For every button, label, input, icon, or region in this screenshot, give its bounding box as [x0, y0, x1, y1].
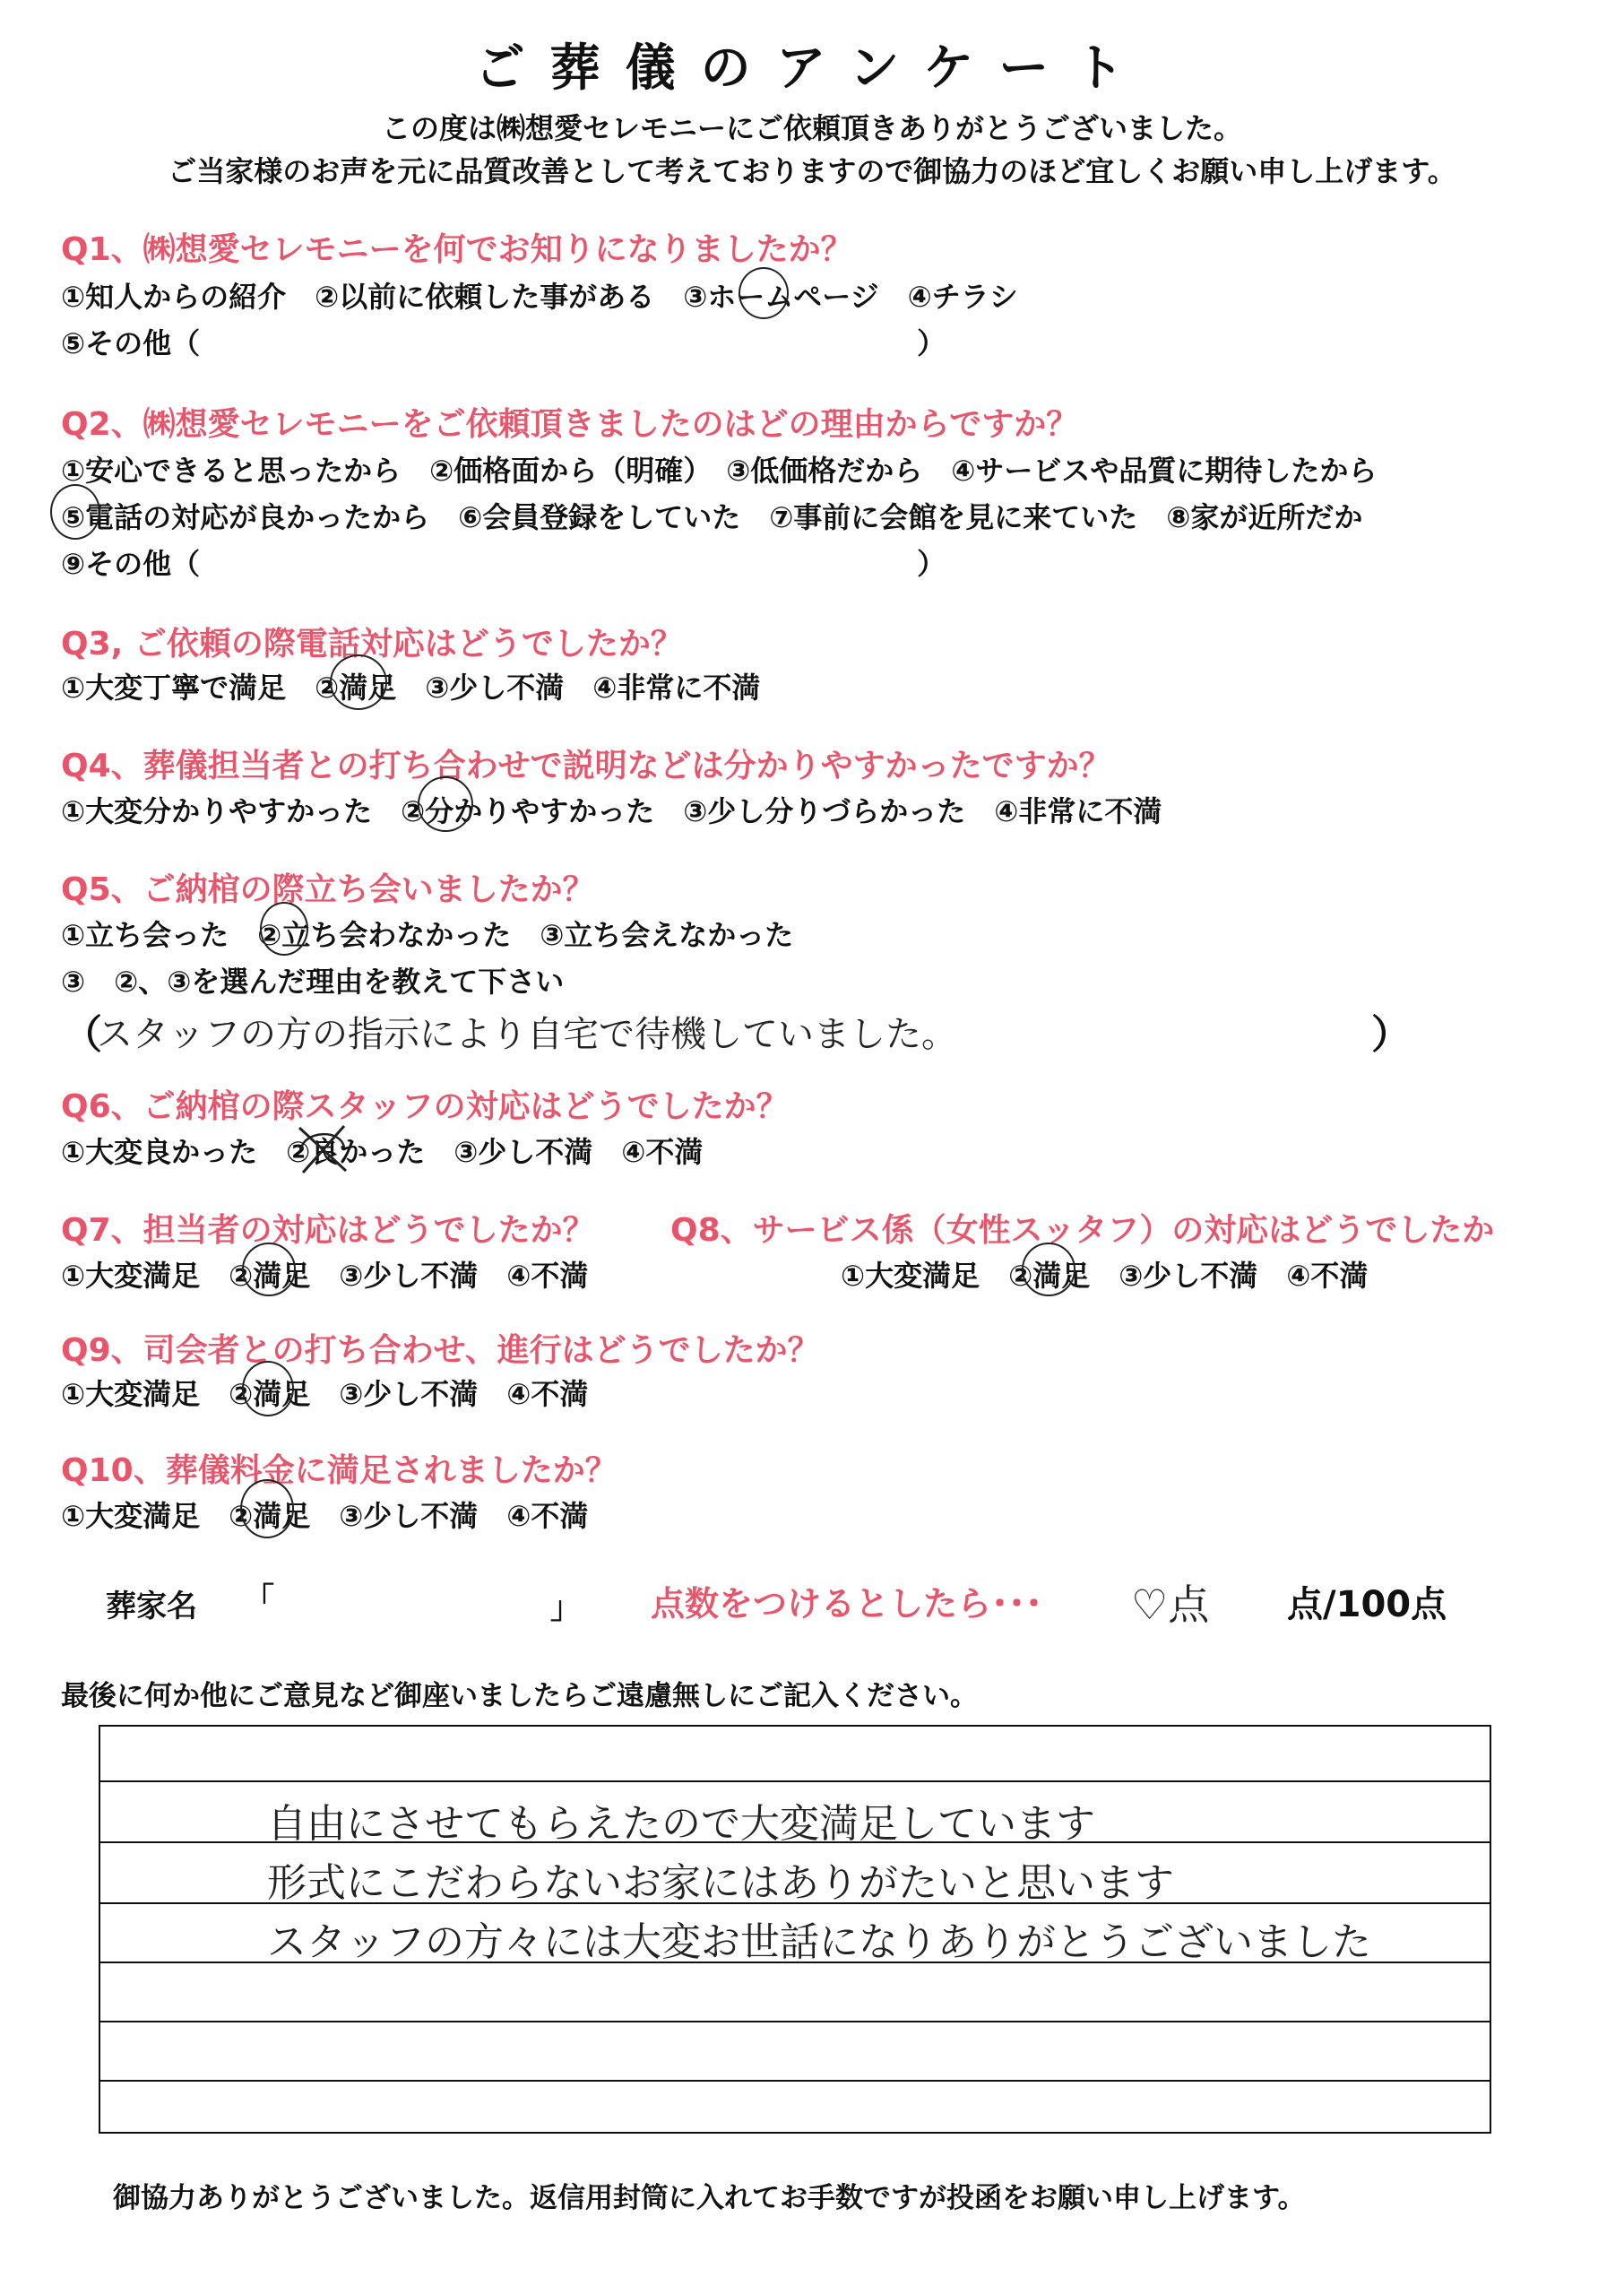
q1-question: Q1、㈱想愛セレモニーを何でお知りになりましたか？: [61, 231, 853, 268]
intro-line-2: ご当家様のお声を元に品質改善として考えておりますので御協力のほど宜しくお願い申し上げます。: [168, 154, 1456, 188]
survey-title: ご葬儀のアンケート: [474, 39, 1150, 98]
comment-line-3: スタッフの方々には大変お世話になりありがとうございました: [267, 1919, 1371, 1965]
q6-options-line-1: ①大変良かった ②良かった ③少し不満 ④不満: [61, 1135, 704, 1169]
q5-reason-prompt: ③ ②、③を選んだ理由を教えて下さい: [61, 965, 565, 999]
comment-rule-1: [100, 1780, 1490, 1782]
q9-answer-circle: [242, 1361, 294, 1416]
family-name-open-bracket: 「: [244, 1581, 274, 1617]
q10-answer-circle: [240, 1479, 294, 1538]
comment-rule-6: [100, 2080, 1490, 2082]
q7-question: Q7、担当者の対応はどうでしたか？: [61, 1212, 595, 1249]
q5-answer-circle: [260, 902, 308, 956]
q7-options-line-1: ①大変満足 ②満足 ③少し不満 ④不満: [61, 1259, 589, 1293]
q3-answer-circle: [330, 654, 387, 710]
intro-line-1: この度は㈱想愛セレモニーにご依頼頂きありがとうございました。: [381, 111, 1242, 145]
q10-options-line-1: ①大変満足 ②満足 ③少し不満 ④不満: [61, 1499, 589, 1533]
q5-options-line-1: ①立ち会った ②立ち会わなかった ③立ち会えなかった: [61, 918, 794, 952]
q3-question: Q3, ご依頼の際電話対応はどうでしたか？: [61, 626, 683, 663]
comment-prompt: 最後に何か他にご意見など御座いましたらご遠慮無しにご記入ください。: [61, 1680, 978, 1712]
q7-answer-circle: [242, 1243, 296, 1296]
q2-question: Q2、㈱想愛セレモニーをご依頼頂きましたのはどの理由からですか？: [61, 406, 1079, 443]
q1-answer-circle: [739, 267, 789, 319]
q8-answer-circle: [1022, 1243, 1075, 1296]
q8-options-line-1: ①大変満足 ②満足 ③少し不満 ④不満: [841, 1259, 1369, 1293]
family-name-label: 葬家名: [106, 1589, 197, 1624]
q2-answer-circle: [50, 484, 100, 540]
score-prompt: 点数をつけるとしたら･･･: [651, 1584, 1043, 1624]
q4-options-line-1: ①大変分かりやすかった ②分かりやすかった ③少し分りづらかった ④非常に不満: [61, 794, 1162, 828]
q9-question: Q9、司会者との打ち合わせ、進行はどうでしたか？: [61, 1332, 820, 1369]
q2-options-line-1: ①安心できると思ったから ②価格面から（明確） ③低価格だから ④サービスや品質に期待したから: [61, 454, 1378, 488]
comment-line-1: 自由にさせてもらえたので大変満足しています: [267, 1801, 1095, 1847]
q5-close-paren: ）: [1371, 1012, 1411, 1058]
comment-box: [99, 1725, 1491, 2134]
q5-handwritten-reason: スタッフの方の指示により自宅で待機していました。: [97, 1014, 957, 1055]
q4-answer-circle: [418, 776, 473, 832]
q1-options-line-2: ⑤その他（ ）: [61, 326, 946, 360]
family-name-close-bracket: 」: [550, 1590, 581, 1626]
q8-question: Q8、サービス係（女性スッタフ）の対応はどうでしたか: [670, 1212, 1495, 1249]
q10-question: Q10、葬儀料金に満足されましたか？: [61, 1452, 618, 1489]
q6-question: Q6、ご納棺の際スタッフの対応はどうでしたか？: [61, 1088, 789, 1125]
q9-options-line-1: ①大変満足 ②満足 ③少し不満 ④不満: [61, 1377, 589, 1411]
comment-line-2: 形式にこだわらないお家にはありがたいと思います: [267, 1860, 1174, 1906]
q5-open-paren: （: [63, 1012, 102, 1058]
q1-options-line-1: ①知人からの紹介 ②以前に依頼した事がある ③ホームページ ④チラシ: [61, 280, 1018, 314]
q5-question: Q5、ご納棺の際立ち会いましたか？: [61, 871, 595, 908]
score-handwritten: ♡点: [1131, 1581, 1210, 1629]
q3-options-line-1: ①大変丁寧で満足 ②満足 ③少し不満 ④非常に不満: [61, 671, 761, 705]
q2-options-line-3: ⑨その他（ ）: [61, 547, 946, 581]
q6-answer-cross-mark: [296, 1122, 350, 1176]
q2-options-line-2: ⑤電話の対応が良かったから ⑥会員登録をしていた ⑦事前に会館を見に来ていた ⑧家が近所だか: [61, 500, 1363, 534]
comment-rule-5: [100, 2021, 1490, 2022]
footer-thanks: 御協力ありがとうございました。返信用封筒に入れてお手数ですが投函をお願い申し上げます。: [113, 2182, 1306, 2214]
q4-question: Q4、葬儀担当者との打ち合わせで説明などは分かりやすかったですか？: [61, 748, 1111, 784]
score-suffix: 点/100点: [1287, 1584, 1447, 1625]
